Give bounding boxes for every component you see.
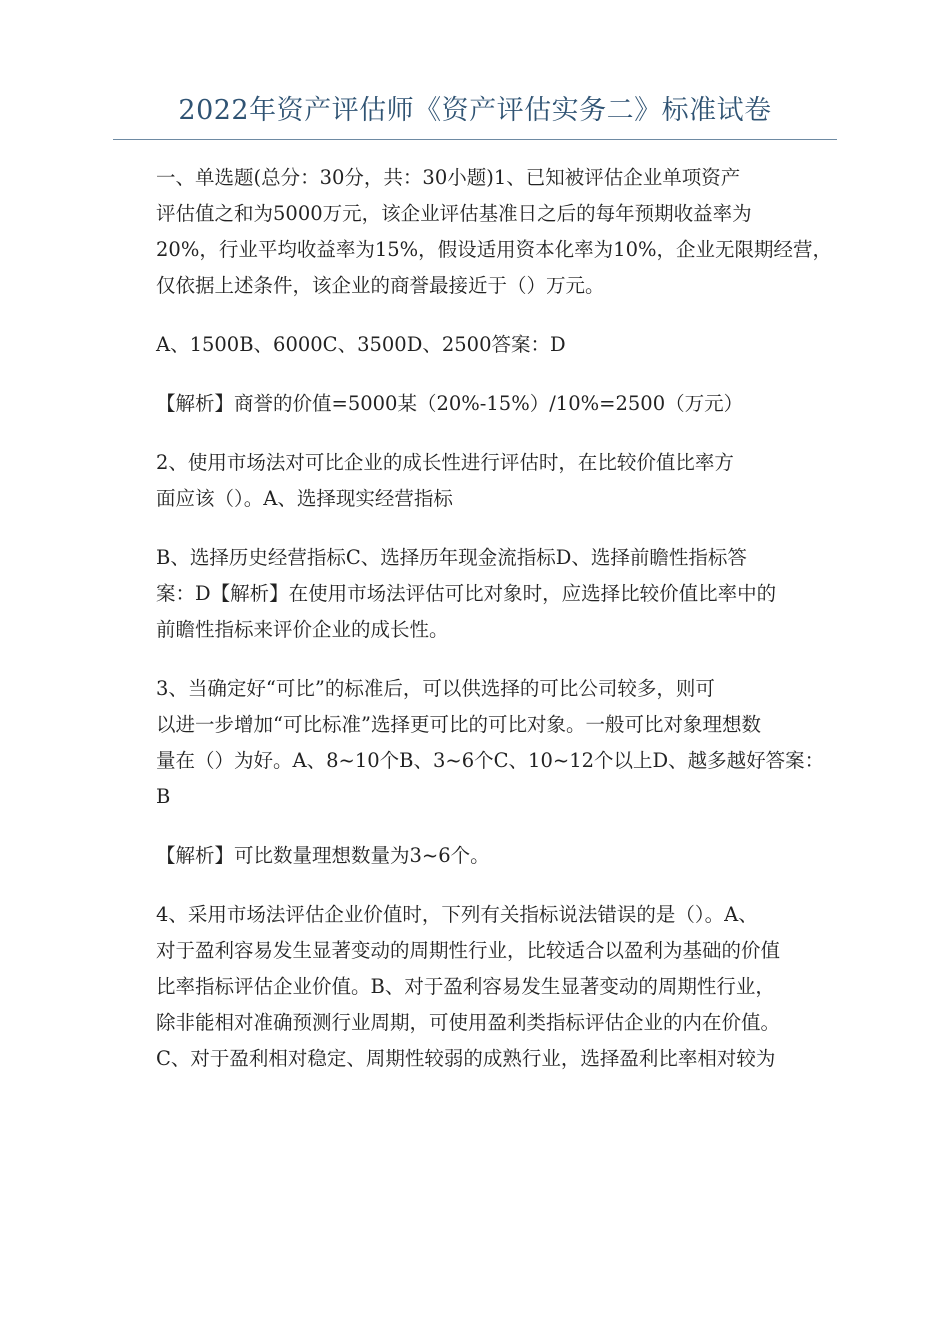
document-title: 2022年资产评估师《资产评估实务二》标准试卷 [178, 95, 772, 126]
text-line: B [156, 785, 171, 808]
text-line: 量在（）为好。A、8~10个B、3~6个C、10~12个以上D、越多越好答案： [156, 749, 825, 772]
text-line: 前瞻性指标来评价企业的成长性。 [156, 618, 449, 641]
text-line: B、选择历史经营指标C、选择历年现金流指标D、选择前瞻性指标答 [156, 546, 747, 569]
text-line: 20%，行业平均收益率为15%，假设适用资本化率为10%，企业无限期经营， [156, 238, 833, 261]
question-4-stem [117, 897, 842, 1077]
question-1-stem [117, 160, 842, 304]
text-line: 4、采用市场法评估企业价值时，下列有关指标说法错误的是（）。A、 [156, 903, 758, 926]
text-line: 评估值之和为5000万元，该企业评估基准日之后的每年预期收益率为 [156, 202, 752, 225]
text-line: 对于盈利容易发生显著变动的周期性行业，比较适合以盈利为基础的价值 [156, 939, 781, 962]
text-line: 【解析】商誉的价值=5000某（20%-15%）/10%=2500（万元） [156, 392, 744, 415]
text-line: A、1500B、6000C、3500D、2500答案：D [156, 333, 566, 356]
question-2-options-analysis [117, 540, 842, 648]
question-1-analysis [117, 386, 842, 422]
text-line: 案：D【解析】在使用市场法评估可比对象时，应选择比较价值比率中的 [156, 582, 777, 605]
question-2-stem [117, 445, 842, 517]
text-line: 3、当确定好“可比”的标准后，可以供选择的可比公司较多，则可 [156, 677, 715, 700]
text-line: 以进一步增加“可比标准”选择更可比的可比对象。一般可比对象理想数 [156, 713, 761, 736]
text-line: 2、使用市场法对可比企业的成长性进行评估时，在比较价值比率方 [156, 451, 734, 474]
text-line: C、对于盈利相对稳定、周期性较弱的成熟行业，选择盈利比率相对较为 [156, 1047, 776, 1070]
question-1-options [117, 327, 842, 363]
text-line: 除非能相对准确预测行业周期，可使用盈利类指标评估企业的内在价值。 [156, 1011, 781, 1034]
text-line: 一、单选题(总分：30分，共：30小题)1、已知被评估企业单项资产 [156, 166, 741, 189]
text-line: 比率指标评估企业价值。B、对于盈利容易发生显著变动的周期性行业， [156, 975, 775, 998]
title-underline [113, 139, 837, 140]
text-line: 【解析】可比数量理想数量为3~6个。 [156, 844, 490, 867]
question-3-stem [117, 671, 842, 815]
document-body [117, 160, 842, 1100]
question-3-analysis [117, 838, 842, 874]
text-line: 面应该（）。A、选择现实经营指标 [156, 487, 453, 510]
text-line: 仅依据上述条件，该企业的商誉最接近于（）万元。 [156, 274, 605, 297]
